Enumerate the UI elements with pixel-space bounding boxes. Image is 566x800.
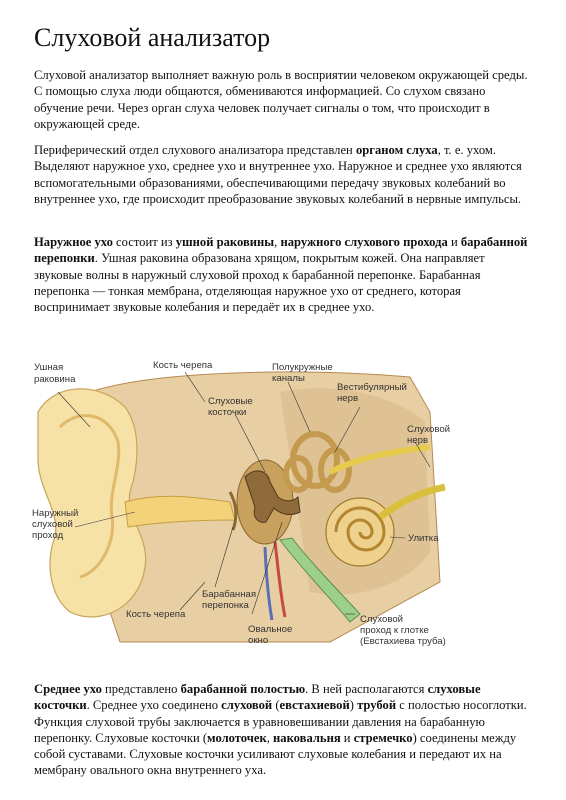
label-ossicles: Слуховые косточки bbox=[208, 396, 253, 418]
label-semicircular-canals: Полукружные каналы bbox=[272, 362, 333, 384]
label-auditory-nerve: Слуховой нерв bbox=[407, 424, 451, 446]
middle-ear-paragraph: Среднее ухо представлено барабанной полостью. В ней располагаются слуховые косточки. Среднее ухо соединено слуховой (евстахиевой) трубой с полостью носоглотки. Функция слуховой трубы заключается в уравновешивании давления на барабанную перепонку. Слуховые косточки (молоточек, наковальня и стремечко) соединены между собой суставами. Слуховые косточки усиливают слуховые колебания и передают их на мембрану овального окна внутреннего уха. bbox=[34, 682, 527, 778]
label-cochlea: Улитка bbox=[408, 533, 439, 544]
cochlea-shape bbox=[326, 498, 394, 566]
page-title: Слуховой анализатор bbox=[34, 23, 271, 52]
label-skull-bone-bottom: Кость черепа bbox=[126, 609, 186, 620]
ear-anatomy-diagram bbox=[30, 352, 462, 652]
intro-paragraph: Слуховой анализатор выполняет важную роль в восприятии человеком окружающей среды. С помощью слуха люди общаются, обмениваются информацией. Со слухом связано обучение речи. Через орган слуха человек получает сигналы о том, что происходит в окружающей среде. bbox=[34, 68, 528, 131]
label-skull-bone-top: Кость черепа bbox=[153, 360, 213, 371]
peripheral-paragraph: Периферический отдел слухового анализатора представлен органом слуха, т. е. ухом. Выделяют наружное ухо, среднее ухо и внутреннее ухо. Наружное и среднее ухо являются вспомогательными образованиями, обеспечивающими передачу звуковых колебаний во внутреннее ухо, где происходит преобразование звуковых колебаний в нервные импульсы. bbox=[34, 143, 522, 206]
label-oval-window: Овальное окно bbox=[248, 624, 293, 646]
label-vestibular-nerve: Вестибулярный нерв bbox=[337, 382, 407, 404]
label-pinna: Ушная раковина bbox=[34, 362, 76, 385]
outer-ear-paragraph: Наружное ухо состоит из ушной раковины, наружного слухового прохода и барабанной перепонки. Ушная раковина образована хрящом, покрытым кожей. Она направляет звуковые волны в наружный слуховой проход к барабанной перепонке. Барабанная перепонка — тонкая мембрана, отделяющая наружное ухо от среднего, которая воспринимает звуковые колебания и передаёт их в среднее ухо. bbox=[34, 235, 528, 315]
label-eustachian-tube: Слуховой проход к глотке (Евстахиева труба) bbox=[360, 614, 446, 647]
label-ear-canal: Наружный слуховой проход bbox=[32, 508, 79, 541]
label-eardrum: Барабанная перепонка bbox=[202, 589, 257, 611]
